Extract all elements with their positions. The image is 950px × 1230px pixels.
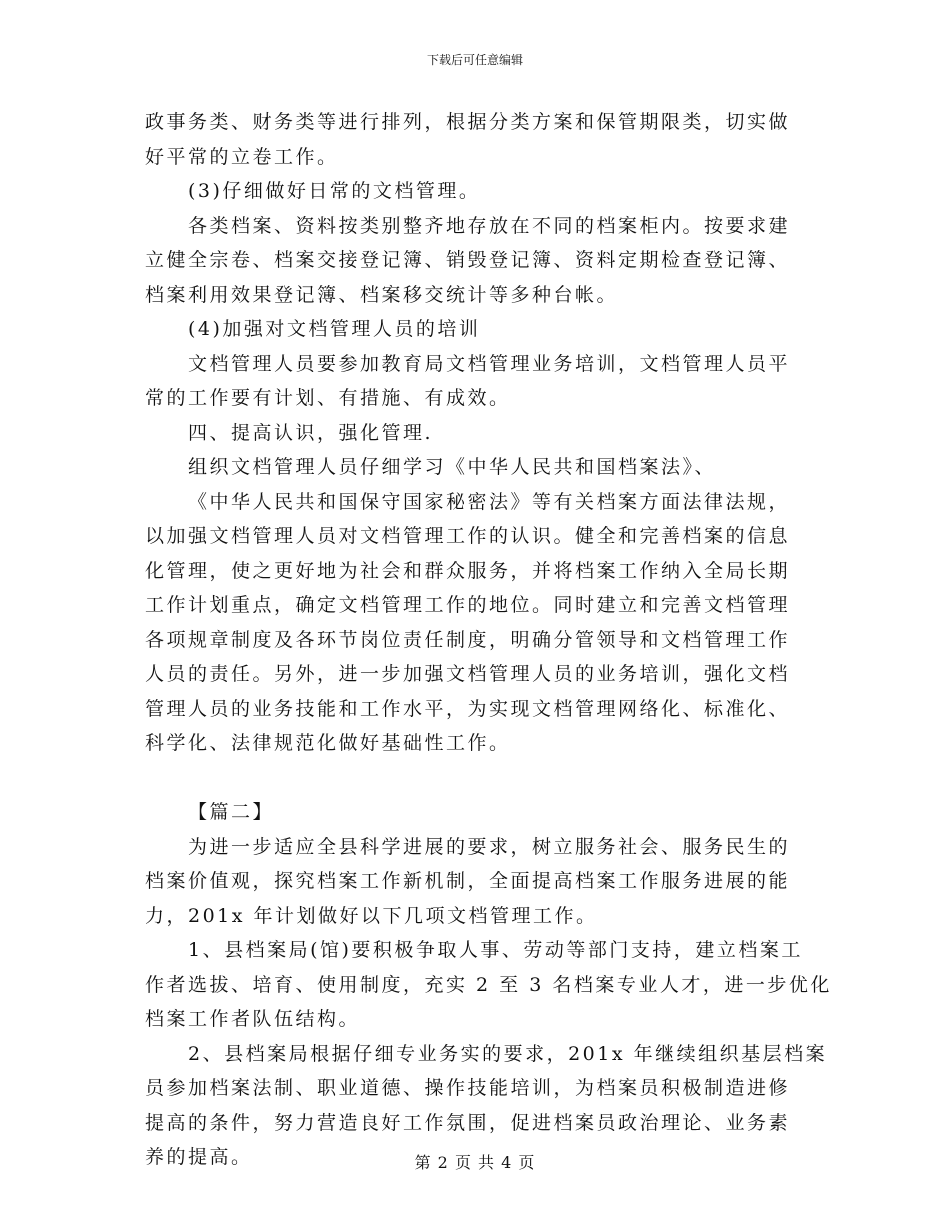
paragraph-line: 立健全宗卷、档案交接登记簿、销毁登记簿、资料定期检查登记簿、	[145, 249, 791, 271]
section-heading: (4)加强对文档管理人员的培训	[188, 318, 481, 340]
paragraph-line: 化管理，使之更好地为社会和群众服务，并将档案工作纳入全局长期	[145, 559, 791, 582]
page-label-suffix: 页	[518, 1153, 536, 1172]
paragraph-line: 各项规章制度及各环节岗位责任制度，明确分管领导和文档管理工作	[145, 628, 791, 651]
paragraph-line: 常的工作要有计划、有措施、有成效。	[145, 387, 511, 409]
paragraph-line: 提高的条件，努力营造良好工作氛围，促进档案员政治理论、业务素	[145, 1111, 791, 1134]
blank-line	[145, 761, 807, 796]
paragraph-line: 力，201x 年计划做好以下几项文档管理工作。	[145, 904, 598, 927]
paragraph-line: 作者选拔、培育、使用制度，充实 2 至 3 名档案专业人才，进一步优化	[145, 973, 832, 996]
total-pages-number: 4	[501, 1153, 513, 1172]
paragraph-line: 人员的责任。另外，进一步加强文档管理人员的业务培训，强化文档	[145, 663, 791, 685]
paragraph-line: 2、县档案局根据仔细专业务实的要求，201x 年继续组织基层档案	[188, 1042, 828, 1065]
paragraph-line: 养的提高。	[145, 1146, 253, 1168]
current-page-number: 2	[437, 1153, 449, 1172]
paragraph-line: 1、县档案局(馆)要积极争取人事、劳动等部门支持，建立档案工	[188, 939, 803, 961]
paragraph-line: 档案利用效果登记簿、档案移交统计等多种台帐。	[145, 283, 619, 306]
paragraph-line: 政事务类、财务类等进行排列，根据分类方案和保管期限类，切实做	[145, 111, 791, 133]
paragraph-line: 各类档案、资料按类别整齐地存放在不同的档案柜内。按要求建	[188, 214, 791, 237]
page-number-footer	[0, 1153, 950, 1173]
paragraph-line: 组织文档管理人员仔细学习《中华人民共和国档案法》、	[188, 456, 717, 478]
part-heading: 【篇二】	[188, 801, 275, 823]
paragraph-line: 以加强文档管理人员对文档管理工作的认识。健全和完善档案的信息	[145, 525, 791, 547]
page-header: 下载后可任意编辑	[426, 53, 523, 67]
paragraph-line: 好平常的立卷工作。	[145, 145, 339, 168]
paragraph-line: 科学化、法律规范化做好基础性工作。	[145, 732, 511, 754]
paragraph-line: 《中华人民共和国保守国家秘密法》等有关档案方面法律法规，	[188, 490, 791, 513]
paragraph-line: 档案价值观，探究档案工作新机制，全面提高档案工作服务进展的能	[145, 870, 791, 892]
page-label-mid: 页 共	[454, 1153, 496, 1172]
section-heading: (3)仔细做好日常的文档管理。	[188, 180, 481, 202]
section-heading: 四、提高认识，强化管理.	[188, 421, 434, 444]
paragraph-line: 文档管理人员要参加教育局文档管理业务培训，文档管理人员平	[188, 352, 791, 375]
paragraph-line: 为进一步适应全县科学进展的要求，树立服务社会、服务民生的	[188, 835, 791, 858]
paragraph-line: 员参加档案法制、职业道德、操作技能培训，为档案员积极制造进修	[145, 1077, 791, 1099]
paragraph-line: 档案工作者队伍结构。	[145, 1008, 361, 1030]
page-label-prefix: 第	[414, 1153, 432, 1172]
paragraph-line: 工作计划重点，确定文档管理工作的地位。同时建立和完善文档管理	[145, 594, 791, 616]
document-body	[145, 105, 832, 1175]
paragraph-line: 管理人员的业务技能和工作水平，为实现文档管理网络化、标准化、	[145, 697, 791, 720]
